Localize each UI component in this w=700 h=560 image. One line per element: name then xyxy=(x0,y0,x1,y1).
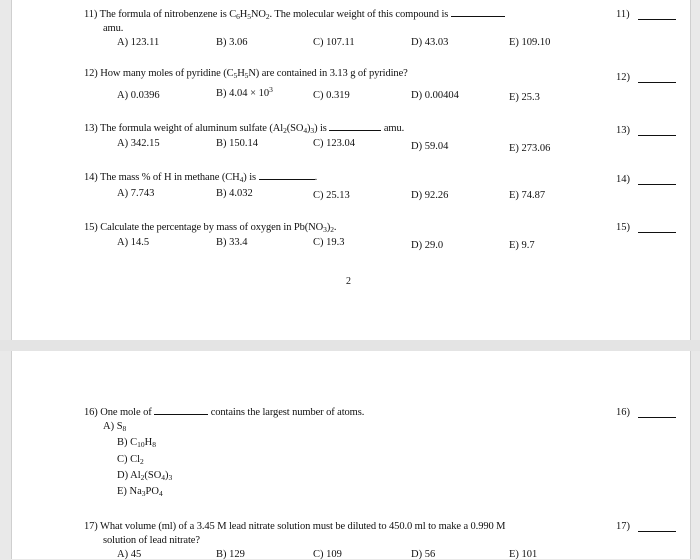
question-17-option-b[interactable]: B) 129 xyxy=(216,549,245,560)
question-12-option-a[interactable]: A) 0.0396 xyxy=(117,90,160,101)
answer-14-number: 14) xyxy=(616,174,630,185)
question-13-option-d[interactable]: D) 59.04 xyxy=(411,141,449,152)
question-11-blank[interactable] xyxy=(451,16,505,17)
page-gap xyxy=(0,340,700,351)
question-16-option-a[interactable]: A) $S_8$ xyxy=(103,421,127,433)
question-14-text: 14) The mass % of H in methane $(CH_4)$ is . xyxy=(84,172,318,184)
answer-12-blank[interactable] xyxy=(638,82,676,83)
answer-11-blank[interactable] xyxy=(638,19,676,20)
answer-15-blank[interactable] xyxy=(638,232,676,233)
question-16-text: 16) One mole of contains the largest number of atoms. xyxy=(84,407,365,418)
answer-11-number: 11) xyxy=(616,9,630,20)
question-15-option-a[interactable]: A) 14.5 xyxy=(117,237,150,248)
question-14-option-d[interactable]: D) 92.26 xyxy=(411,190,449,201)
question-12-option-c[interactable]: C) 0.319 xyxy=(313,90,350,101)
question-17-option-d[interactable]: D) 56 xyxy=(411,549,436,560)
question-12-text: 12) How many moles of pyridine $(C_5H_5N)$ are contained in 3.13 g of pyridine? xyxy=(84,68,408,80)
answer-17-blank[interactable] xyxy=(638,531,676,532)
question-12-option-e[interactable]: E) 25.3 xyxy=(509,92,540,103)
question-16-option-d[interactable]: D) $Al_2(SO_4)_3$ xyxy=(117,470,173,482)
question-11-option-b[interactable]: B) 3.06 xyxy=(216,37,248,48)
question-11-option-a[interactable]: A) 123.11 xyxy=(117,37,160,48)
answer-15-number: 15) xyxy=(616,222,630,233)
answer-16-blank[interactable] xyxy=(638,417,676,418)
question-13-option-e[interactable]: E) 273.06 xyxy=(509,143,551,154)
question-13-blank[interactable] xyxy=(329,130,381,131)
answer-14-blank[interactable] xyxy=(638,184,676,185)
question-14-option-a[interactable]: A) 7.743 xyxy=(117,188,155,199)
question-17-text: 17) What volume (ml) of a 3.45 M lead nitrate solution must be diluted to 450.0 ml to make a 0.990 M xyxy=(84,521,506,532)
question-12-option-d[interactable]: D) 0.00404 xyxy=(411,90,459,101)
worksheet-page-2 xyxy=(11,0,691,340)
question-15-option-e[interactable]: E) 9.7 xyxy=(509,240,535,251)
answer-13-number: 13) xyxy=(616,125,630,136)
question-14-option-b[interactable]: B) 4.032 xyxy=(216,188,253,199)
question-17-option-a[interactable]: A) 45 xyxy=(117,549,142,560)
question-16-option-e[interactable]: E) $Na_3PO_4$ xyxy=(117,486,163,498)
question-17-text-line2: solution of lead nitrate? xyxy=(103,535,200,546)
page-number: 2 xyxy=(346,276,351,287)
worksheet-page-3 xyxy=(11,351,691,559)
question-14-blank[interactable] xyxy=(259,179,315,180)
question-12-option-b[interactable]: B) $4.04 \times 10^3$ xyxy=(216,85,273,99)
question-17-option-e[interactable]: E) 101 xyxy=(509,549,538,560)
question-15-text: 15) Calculate the percentage by mass of oxygen in $Pb(NO_3)_2$. xyxy=(84,222,337,234)
question-16-blank[interactable] xyxy=(154,414,208,415)
question-13-option-a[interactable]: A) 342.15 xyxy=(117,138,160,149)
answer-13-blank[interactable] xyxy=(638,135,676,136)
question-11-option-d[interactable]: D) 43.03 xyxy=(411,37,449,48)
question-13-option-b[interactable]: B) 150.14 xyxy=(216,138,258,149)
question-16-option-c[interactable]: C) $Cl_2$ xyxy=(117,454,144,466)
question-14-option-e[interactable]: E) 74.87 xyxy=(509,190,546,201)
question-11-option-c[interactable]: C) 107.11 xyxy=(313,37,355,48)
question-17-option-c[interactable]: C) 109 xyxy=(313,549,342,560)
question-11-option-e[interactable]: E) 109.10 xyxy=(509,37,551,48)
question-16-option-b[interactable]: B) $C_{10}H_8$ xyxy=(117,437,156,449)
answer-16-number: 16) xyxy=(616,407,630,418)
question-13-text: 13) The formula weight of aluminum sulfate $(Al_2(SO_4)_3)$ is amu. xyxy=(84,123,405,135)
answer-17-number: 17) xyxy=(616,521,630,532)
question-15-option-b[interactable]: B) 33.4 xyxy=(216,237,248,248)
answer-12-number: 12) xyxy=(616,72,630,83)
question-13-option-c[interactable]: C) 123.04 xyxy=(313,138,355,149)
question-11-text: 11) The formula of nitrobenzene is $C_6H_5NO_2$. The molecular weight of this compound is xyxy=(84,9,505,20)
question-14-option-c[interactable]: C) 25.13 xyxy=(313,190,350,201)
question-15-option-d[interactable]: D) 29.0 xyxy=(411,240,444,251)
question-15-option-c[interactable]: C) 19.3 xyxy=(313,237,345,248)
question-11-unit: amu. xyxy=(103,23,124,34)
